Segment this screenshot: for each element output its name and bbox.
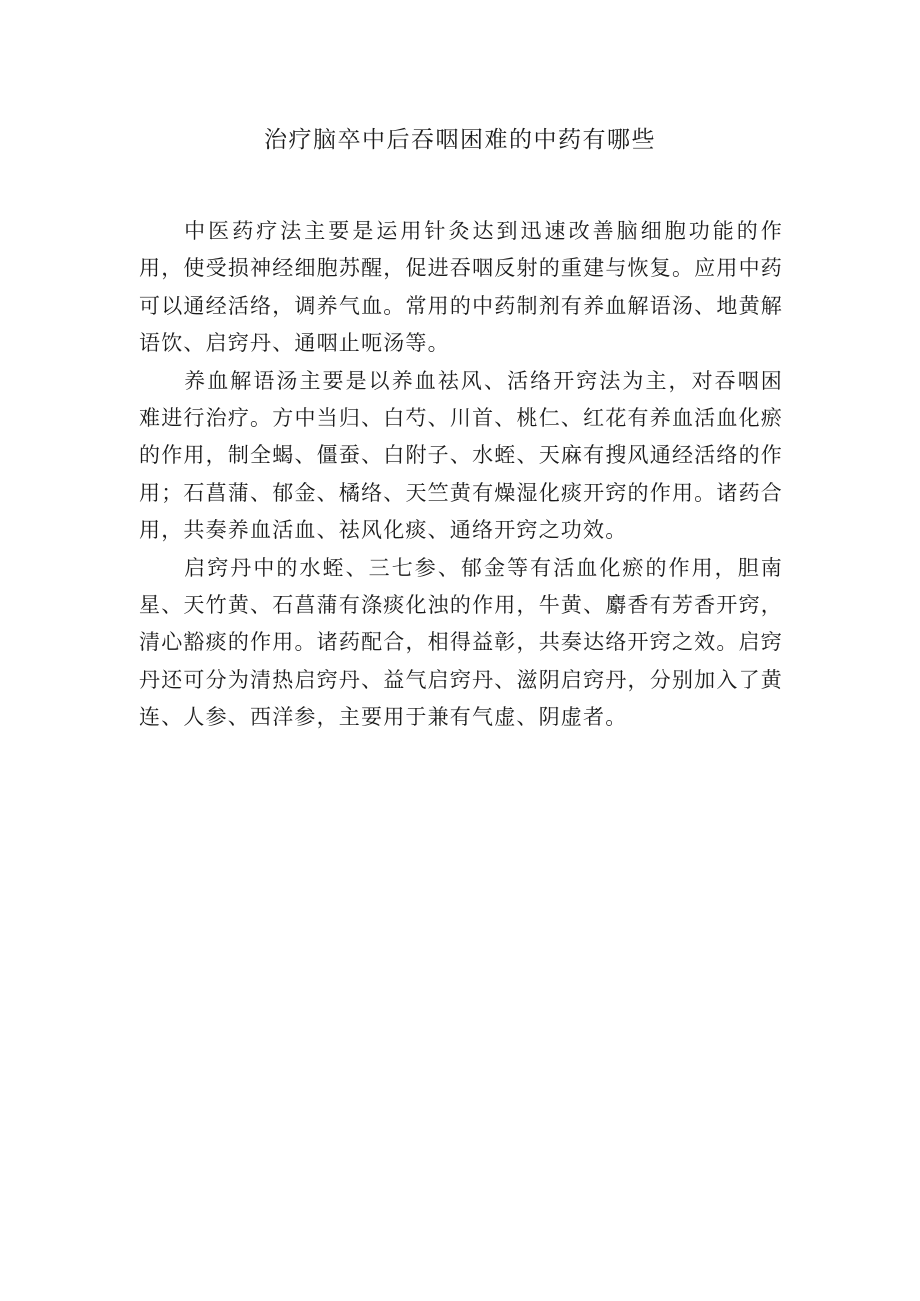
paragraph-3: 启窍丹中的水蛭、三七参、郁金等有活血化瘀的作用，胆南星、天竹黄、石菖蒲有涤痰化浊的作用，牛黄、麝香有芳香开窍，清心豁痰的作用。诸药配合，相得益彰，共奏达络开窍之效。启窍丹还可分为清热启窍丹、益气启窍丹、滋阴启窍丹，分别加入了黄连、人参、西洋参，主要用于兼有气虚、阴虚者。: [139, 555, 783, 730]
document-title: 治疗脑卒中后吞咽困难的中药有哪些: [264, 127, 656, 153]
paragraph-1: 中医药疗法主要是运用针灸达到迅速改善脑细胞功能的作用，使受损神经细胞苏醒，促进吞咽反射的重建与恢复。应用中药可以通经活络，调养气血。常用的中药制剂有养血解语汤、地黄解语饮、启窍丹、通咽止呃汤等。: [139, 219, 783, 356]
paragraph-2: 养血解语汤主要是以养血祛风、活络开窍法为主，对吞咽困难进行治疗。方中当归、白芍、川首、桃仁、红花有养血活血化瘀的作用，制全蝎、僵蚕、白附子、水蛭、天麻有搜风通经活络的作用；石菖蒲、郁金、橘络、天竺黄有燥湿化痰开窍的作用。诸药合用，共奏养血活血、祛风化痰、通络开窍之功效。: [139, 368, 783, 543]
document-body: [139, 213, 783, 737]
